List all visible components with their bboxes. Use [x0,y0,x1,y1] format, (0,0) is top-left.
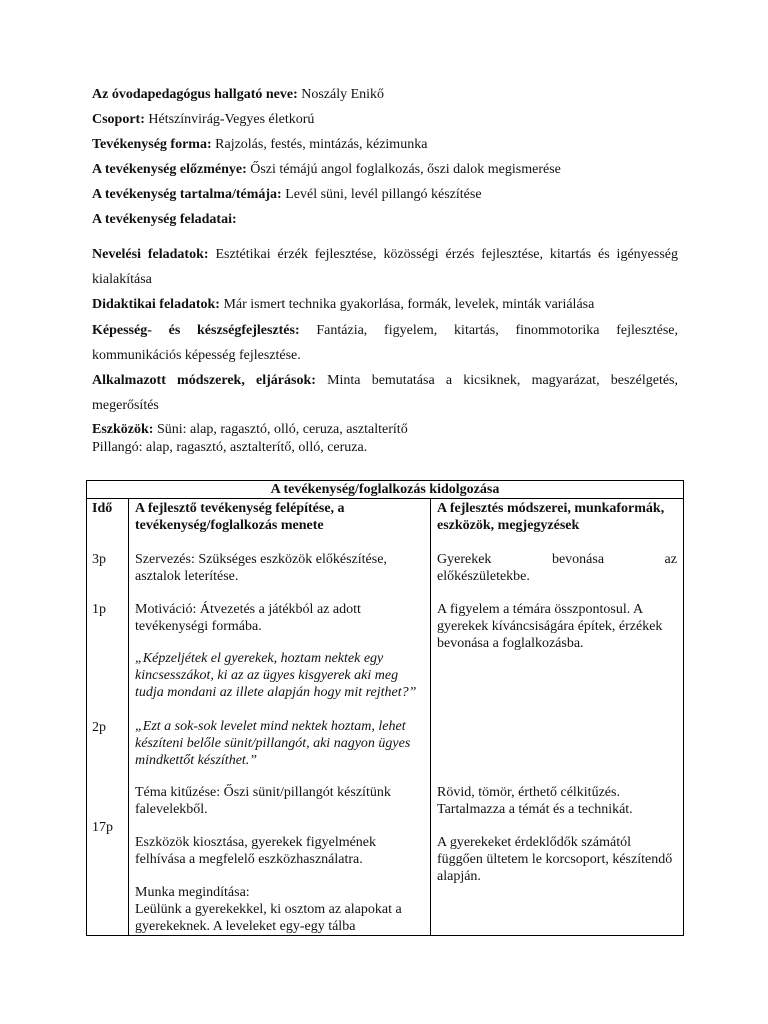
content-label: A tevékenység tartalma/témája: [92,187,282,202]
content-value: Levél süni, levél pillangó készítése [285,187,482,202]
motivation-text: Motiváció: Átvezetés a játékból az adott tevékenységi formába. [135,602,361,634]
methods-value: Minta bemutatása a kicsiknek, magyarázat, beszélgetés, megerősítés [92,373,678,413]
educational-tasks-label: Nevelési feladatok: [92,247,209,262]
organization-note-line-2: előkészületekbe. [437,569,530,584]
skills-development-label: Képesség- és készségfejlesztés: [92,323,300,338]
tools-distribution-note: A gyerekeket érdeklődők számától függően ültetem le korcsoport, készítendő alapján. [437,835,673,884]
educational-tasks [92,242,678,292]
organization-note-line-1 [437,551,677,568]
tools-block [92,421,678,457]
group-line [92,110,678,129]
theme-note: Rövid, tömör, érthető célkitűzés. Tartalmazza a témát és a technikát. [437,785,633,817]
student-name-label: Az óvodapedagógus hallgató neve: [92,87,298,102]
antecedent-value: Őszi témájú angol foglalkozás, őszi dalok megismerése [250,162,561,177]
theme-text: Téma kitűzése: Őszi sünit/pillangót készítünk falevelekből. [135,785,391,817]
time-cell: 17p [92,820,113,835]
organization-note [437,551,677,585]
content-line [92,185,678,204]
note-word: az [664,552,677,567]
skills-development-value: Fantázia, figyelem, kitartás, finommotorika fejlesztése, kommunikációs képesség fejlesztése. [92,323,679,363]
time-cell: 2p [92,720,106,735]
note-word: Gyerekek [437,552,492,567]
activity-form-label: Tevékenység forma: [92,137,212,152]
motivation-note: A figyelem a témára összpontosul. A gyerekek kíváncsiságára építek, érzékek bevonása a foglalkozásba. [437,602,663,651]
didactic-tasks [92,292,678,317]
table-title: A tevékenység/foglalkozás kidolgozása [87,481,683,499]
col-header-time: Idő [92,501,113,516]
group-label: Csoport: [92,112,145,127]
column-divider-2 [430,498,431,935]
work-start-text: Leülünk a gyerekekkel, ki osztom az alapokat a gyerekeknek. A leveleket egy-egy tálba [135,902,402,934]
antecedent-line [92,160,678,179]
tools-value: Süni: alap, ragasztó, olló, ceruza, asztalterítő [156,422,408,437]
tools-distribution-text: Eszközök kiosztása, gyerekek figyelmének felhívása a megfelelő eszközhasználatra. [135,835,377,867]
methods [92,368,678,418]
student-name-line [92,85,678,104]
tools-line-2: Pillangó: alap, ragasztó, asztalterítő, olló, ceruza. [92,440,368,455]
time-cell: 1p [92,602,106,617]
activity-form-value: Rajzolás, festés, mintázás, kézimunka [215,137,428,152]
note-word: bevonása [551,552,605,567]
educational-tasks-value: Esztétikai érzék fejlesztése, közösségi érzés fejlesztése, kitartás és igényesség kialakítása [92,247,678,287]
didactic-tasks-label: Didaktikai feladatok: [92,297,220,312]
activity-form-line [92,135,678,154]
tasks-heading: A tevékenység feladatai: [92,212,237,227]
tasks-heading-line [92,210,678,229]
methods-label: Alkalmazott módszerek, eljárások: [92,373,316,388]
activity-table [86,480,684,936]
antecedent-label: A tevékenység előzménye: [92,162,247,177]
column-divider-1 [128,498,129,935]
tools-line-1 [92,421,678,439]
motivation-quote-2: „Ezt a sok-sok levelet mind nektek hoztam, lehet készíteni belőle sünit/pillangót, aki nagyon ügyes mindkettőt készíthet.” [135,719,411,768]
col-header-methods: A fejlesztés módszerei, munkaformák, eszközök, megjegyzések [437,501,665,533]
tools-label: Eszközök: [92,422,154,437]
col-header-structure: A fejlesztő tevékenység felépítése, a tevékenység/foglalkozás menete [135,501,345,533]
organization-text: Szervezés: Szükséges eszközök előkészítése, asztalok leterítése. [135,552,387,584]
motivation-quote-1: „Képzeljétek el gyerekek, hoztam nektek egy kincsesszákot, ki az az ügyes kisgyerek aki meg tudja mondani az illete alapján hogy mit rejthet?” [135,651,417,700]
time-cell: 3p [92,552,106,567]
work-start-label: Munka megindítása: [135,885,250,900]
didactic-tasks-value: Már ismert technika gyakorlása, formák, levelek, minták variálása [223,297,595,312]
group-value: Hétszínvirág-Vegyes életkorú [148,112,315,127]
skills-development [92,318,678,368]
student-name-value: Noszály Enikő [301,87,385,102]
